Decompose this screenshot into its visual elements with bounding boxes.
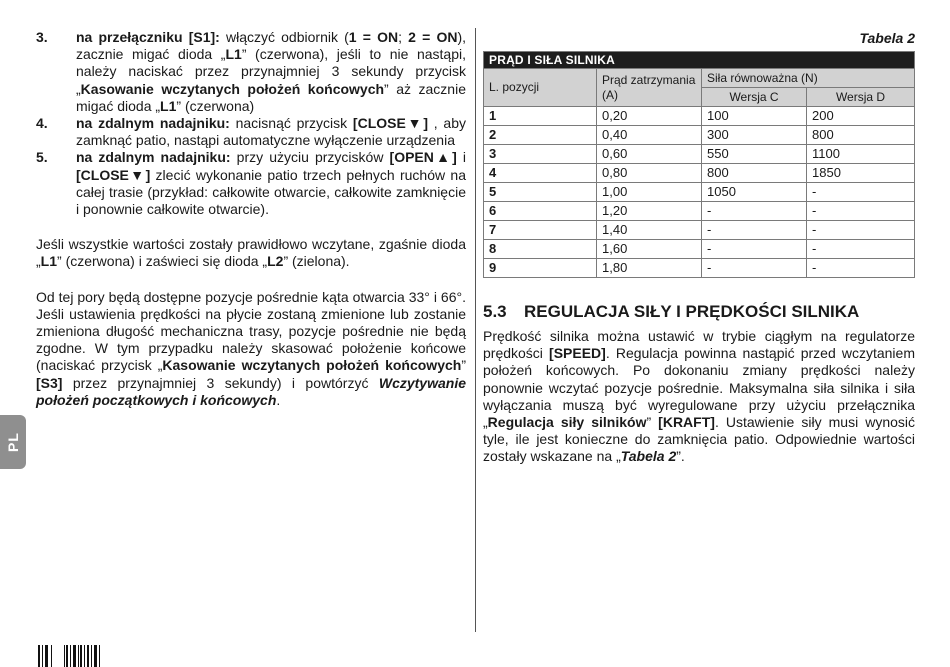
button-name: [CLOSE▼] — [76, 166, 151, 183]
header-current: Prąd zatrzymania (A) — [597, 69, 702, 107]
button-name: Kasowanie wczytanych położeń końcowych — [80, 80, 385, 97]
step-lead: na przełączniku [S1]: — [76, 29, 220, 45]
motor-current-force-table — [483, 51, 915, 278]
step-text-part: ; — [398, 29, 409, 45]
step-4 — [36, 115, 466, 149]
text-part: ” (zielona). — [283, 253, 350, 270]
text-part: . Regulacja powinna nastąpić przed wczytaniem położeń końcowych. Po dokonaniu zmiany prędkości należy ponownie wczytać pozycje pośrednie. Maksymalna siła silnika i siła wyłączania muszą być wyregulowane przy użyciu przełącznika „ — [483, 345, 915, 431]
table-row — [484, 164, 915, 183]
barcode-icon — [38, 643, 102, 667]
cell-version-c: 800 — [702, 164, 807, 183]
cell-current: 1,00 — [597, 183, 702, 202]
table-title: PRĄD I SIŁA SILNIKA — [484, 52, 915, 69]
step-text — [76, 115, 466, 149]
control-name: Regulacja siły silników — [487, 414, 647, 431]
text-part: ”. — [676, 448, 685, 465]
cell-current: 1,40 — [597, 221, 702, 240]
step-3 — [36, 29, 466, 115]
cell-version-c: - — [702, 259, 807, 278]
step-text-part: ” (czerwona) — [176, 97, 255, 114]
led-label: L1 — [225, 46, 242, 63]
section-body — [483, 328, 915, 466]
step-text-part: ” (czerwona), jeśli to nie nastąpi, należy naciskać przez przynajmniej 3 sekundy przycisk „ — [76, 46, 466, 97]
cell-version-d: - — [807, 221, 915, 240]
cell-current: 0,60 — [597, 145, 702, 164]
step-number: 4. — [36, 115, 48, 132]
table-row — [484, 259, 915, 278]
cell-version-c: 1050 — [702, 183, 807, 202]
table-reference: Tabela 2 — [620, 448, 677, 465]
button-name: [S3] — [36, 374, 63, 391]
cell-version-d: - — [807, 202, 915, 221]
led-label: L2 — [267, 253, 284, 270]
text-part: Od tej pory będą dostępne pozycje pośrednie kąta otwarcia 33° i 66°. Jeśli ustawienia prędkości na płycie zostaną zmienione lub zostanie zmieniona długość mechaniczna trasy, pozycje pośrednie nie będą zgodne. W tym przypadku należy skasować położenie końcowe (naciskać przycisk „ — [36, 288, 466, 374]
cell-current: 0,20 — [597, 107, 702, 126]
cell-version-c: - — [702, 221, 807, 240]
cell-current: 0,80 — [597, 164, 702, 183]
header-version-d: Wersja D — [807, 88, 915, 107]
cell-version-c: 550 — [702, 145, 807, 164]
cell-version-d: - — [807, 183, 915, 202]
header-position: L. pozycji — [484, 69, 597, 107]
cell-version-d: 800 — [807, 126, 915, 145]
cell-position: 7 — [484, 221, 597, 240]
cell-position: 6 — [484, 202, 597, 221]
step-text-part: i — [456, 149, 467, 166]
control-name: [KRAFT] — [658, 414, 715, 431]
cell-position: 2 — [484, 126, 597, 145]
language-tab — [0, 415, 26, 469]
cell-version-c: - — [702, 202, 807, 221]
button-name: [CLOSE▼] — [352, 115, 429, 132]
procedure-name: Wczytywanie położeń początkowych i końcowych — [36, 374, 466, 408]
led-label: L1 — [160, 97, 177, 114]
column-divider — [475, 28, 476, 632]
step-lead: na zdalnym nadajniku: — [76, 149, 231, 166]
led-label: L1 — [40, 253, 58, 270]
cell-version-c: 100 — [702, 107, 807, 126]
step-number: 3. — [36, 29, 48, 45]
control-name: [SPEED] — [549, 345, 606, 362]
cell-version-d: - — [807, 240, 915, 259]
step-number: 5. — [36, 149, 48, 166]
step-text-part: ), zacznie migać dioda „ — [76, 29, 467, 63]
cell-position: 9 — [484, 259, 597, 278]
cell-version-d: 1850 — [807, 164, 915, 183]
table-row — [484, 107, 915, 126]
table-row — [484, 221, 915, 240]
cell-current: 1,80 — [597, 259, 702, 278]
paragraph-intermediate — [36, 289, 466, 409]
steps-list — [36, 29, 466, 218]
cell-position: 5 — [484, 183, 597, 202]
text-part: ” (czerwona) i zaświeci się dioda „ — [57, 253, 268, 270]
text-part: ” — [461, 357, 466, 374]
table-row — [484, 202, 915, 221]
cell-version-d: 200 — [807, 107, 915, 126]
header-version-c: Wersja C — [702, 88, 807, 107]
step-text — [76, 29, 466, 115]
text-part: ” — [646, 414, 659, 431]
text-part: Prędkość silnika można ustawić w trybie ciągłym na regulatorze prędkości — [483, 328, 915, 362]
left-column — [36, 29, 466, 409]
cell-version-d: 1100 — [807, 145, 915, 164]
step-text — [76, 149, 466, 218]
button-name: [OPEN▲] — [389, 149, 457, 166]
step-text-part: przy użyciu przycisków — [230, 149, 390, 166]
cell-position: 4 — [484, 164, 597, 183]
cell-position: 8 — [484, 240, 597, 259]
switch-value: 2 = ON — [408, 29, 458, 45]
text-part: . — [276, 391, 281, 408]
text-part: . Ustawienie siły musi wynosić tyle, ile jest konieczne do zamknięcia patio. Odpowiednie wartości zostały wskazane na „ — [483, 414, 915, 465]
cell-version-d: - — [807, 259, 915, 278]
header-force: Siła równoważna (N) — [702, 69, 915, 88]
table-row — [484, 183, 915, 202]
cell-position: 1 — [484, 107, 597, 126]
step-text-part: , aby zamknąć patio, nastąpi automatyczne wyłączenie urządzenia — [76, 115, 466, 149]
language-tab-label: PL — [4, 432, 21, 452]
section-heading — [483, 302, 915, 322]
cell-version-c: 300 — [702, 126, 807, 145]
cell-current: 0,40 — [597, 126, 702, 145]
step-text-part: nacisnąć przycisk — [229, 115, 353, 132]
section-number: 5.3 — [483, 302, 507, 321]
table-row — [484, 145, 915, 164]
paragraph-leds — [36, 236, 466, 270]
cell-current: 1,60 — [597, 240, 702, 259]
cell-position: 3 — [484, 145, 597, 164]
text-part: Jeśli wszystkie wartości zostały prawidłowo wczytane, zgaśnie dioda „ — [36, 236, 466, 270]
cell-current: 1,20 — [597, 202, 702, 221]
right-column — [483, 29, 915, 466]
step-5 — [36, 149, 466, 218]
step-lead: na zdalnym nadajniku: — [76, 115, 230, 132]
switch-value: 1 = ON — [348, 29, 399, 45]
table-row — [484, 126, 915, 145]
text-part: przez przynajmniej 3 sekundy) i powtórzyć — [62, 374, 379, 391]
step-text-part: ” aż zacznie migać dioda „ — [76, 80, 466, 114]
button-name: Kasowanie wczytanych położeń końcowych — [162, 357, 462, 374]
cell-version-c: - — [702, 240, 807, 259]
table-caption: Tabela 2 — [859, 30, 915, 46]
section-title: REGULACJA SIŁY I PRĘDKOŚCI SILNIKA — [524, 302, 860, 321]
table-row — [484, 240, 915, 259]
step-text-part: włączyć odbiornik ( — [219, 29, 349, 45]
step-text-part: zlecić wykonanie patio trzech pełnych ruchów na całej trasie (przykład: całkowite otwarcie, całkowite zamknięcie i ponownie całkowite otwarcie). — [76, 166, 466, 218]
